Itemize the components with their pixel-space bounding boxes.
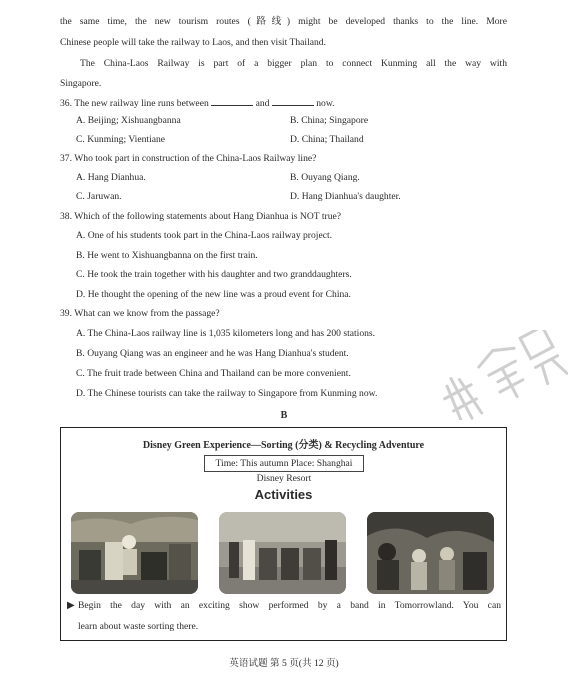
watermark-logo <box>430 330 568 420</box>
q37-option-c: C. Jaruwan. <box>76 191 122 202</box>
q39-option-a: A. The China-Laos railway line is 1,035 kilometers long and has 200 stations. <box>76 328 376 339</box>
q36-option-c: C. Kunming; Vientiane <box>76 134 166 145</box>
time-place-label: Time: This autumn Place: Shanghai Disney Resort <box>204 455 364 472</box>
q36-blank-1 <box>211 96 253 106</box>
passage-line-4: Singapore. <box>60 78 102 89</box>
passage-line-1: the same time, the new tourism routes (路线) might be developed thanks to the line. More <box>60 16 507 27</box>
q38-option-c: C. He took the train together with his daughter and two granddaughters. <box>76 269 352 280</box>
bullet-arrow-icon: ▶ <box>67 600 75 611</box>
passage-line-3: The China-Laos Railway is part of a bigger plan to connect Kunming all the way with <box>80 58 507 69</box>
q37-option-a: A. Hang Dianhua. <box>76 172 146 183</box>
question-37: 37. Who took part in construction of the China-Laos Railway line? <box>60 153 317 164</box>
q38-option-b: B. He went to Xishuangbanna on the first train. <box>76 250 258 261</box>
passage-line-2: Chinese people will take the railway to Laos, and then visit Thailand. <box>60 37 326 48</box>
q36-stem-after: now. <box>316 98 335 109</box>
q39-option-b: B. Ouyang Qiang was an engineer and he was Hang Dianhua's student. <box>76 348 349 359</box>
activities-heading: Activities <box>254 487 313 502</box>
q38-option-a: A. One of his students took part in the China-Laos railway project. <box>76 230 333 241</box>
q39-option-c: C. The fruit trade between China and Thailand can be more convenient. <box>76 368 351 379</box>
event-title: Disney Green Experience—Sorting (分类) & Recycling Adventure <box>142 440 425 451</box>
activity-photo-band <box>71 512 198 594</box>
activity-photo-crowd <box>367 512 494 594</box>
q38-option-d: D. He thought the opening of the new line was a proud event for China. <box>76 289 351 300</box>
question-39: 39. What can we know from the passage? <box>60 308 220 319</box>
q36-stem-before: 36. The new railway line runs between <box>60 98 209 109</box>
q36-blank-2 <box>272 96 314 106</box>
q36-option-a: A. Beijing; Xishuangbanna <box>76 115 181 126</box>
event-notice-box <box>60 427 507 641</box>
question-38: 38. Which of the following statements about Hang Dianhua is NOT true? <box>60 211 342 222</box>
q37-option-d: D. Hang Dianhua's daughter. <box>290 191 401 202</box>
section-b-heading: B <box>280 410 288 421</box>
bullet-text-line-2: learn about waste sorting there. <box>78 621 199 632</box>
bullet-text-line-1: Begin the day with an exciting show performed by a band in Tomorrowland. You can <box>78 600 501 611</box>
question-36 <box>60 96 335 110</box>
activity-photo-sorting-bins <box>219 512 346 594</box>
page-footer: 英语试题 第 5 页(共 12 页) <box>229 658 339 669</box>
q36-stem-middle: and <box>255 98 270 109</box>
q36-option-b: B. China; Singapore <box>290 115 369 126</box>
q36-option-d: D. China; Thailand <box>290 134 364 145</box>
q39-option-d: D. The Chinese tourists can take the railway to Singapore from Kunming now. <box>76 388 378 399</box>
q37-option-b: B. Ouyang Qiang. <box>290 172 360 183</box>
